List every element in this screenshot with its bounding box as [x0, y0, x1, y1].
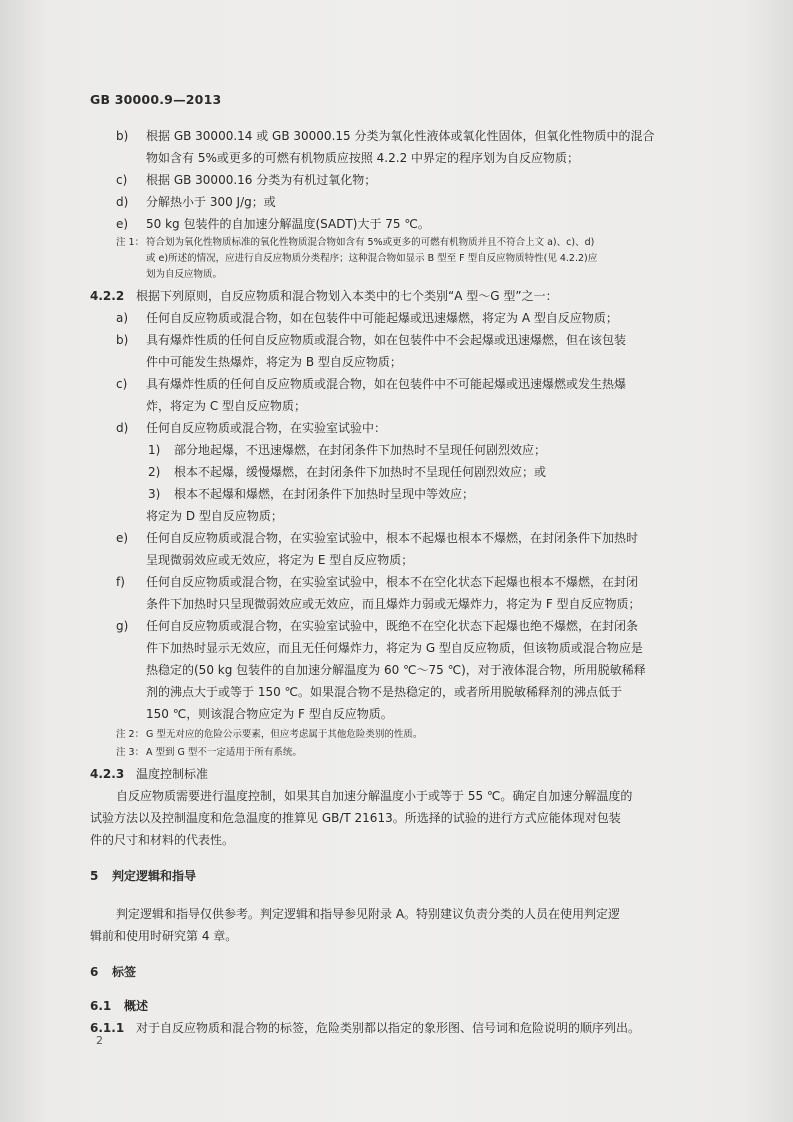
item-label: e) — [116, 217, 129, 231]
type-d-tail: 将定为 D 型自反应物质； — [146, 509, 283, 523]
subitem-label: 3) — [148, 487, 161, 501]
item-label: b) — [116, 333, 129, 347]
item-label: f) — [116, 575, 125, 589]
item-label: d) — [116, 421, 129, 435]
item-b-line-2: 物如含有 5%或更多的可燃有机物质应按照 4.2.2 中界定的程序划为自反应物质； — [146, 151, 580, 165]
type-c-line-1: 具有爆炸性质的任何自反应物质或混合物，如在包装件中不可能起爆或迅速爆燃或发生热爆 — [146, 377, 627, 391]
type-g-line-4: 剂的沸点大于或等于 150 ℃。如果混合物不是热稳定的，或者所用脱敏稀释剂的沸点低于 — [146, 685, 623, 699]
section-number: 5 — [90, 869, 99, 883]
s423-line-2: 试验方法以及控制温度和危急温度的推算见 GB/T 21613。所选择的试验的进行方式应能体现对包装 — [90, 811, 621, 825]
s423-line-3: 件的尺寸和材料的代表性。 — [90, 833, 235, 847]
type-f-line-2: 条件下加热时只呈现微弱效应或无效应，而且爆炸力弱或无爆炸力，将定为 F 型自反应物质； — [146, 597, 641, 611]
type-g-line-2: 件下加热时显示无效应，而且无任何爆炸力，将定为 G 型自反应物质，但该物质或混合物应是 — [146, 641, 643, 655]
type-f-line-1: 任何自反应物质或混合物，在实验室试验中，根本不在空化状态下起爆也根本不爆燃，在封闭 — [146, 575, 639, 589]
item-b-line-1: 根据 GB 30000.14 或 GB 30000.15 分类为氧化性液体或氧化性固体，但氧化性物质中的混合 — [146, 129, 655, 143]
section-6-1-title: 概述 — [124, 999, 149, 1013]
item-label: c) — [116, 377, 128, 391]
item-label: g) — [116, 619, 129, 633]
section-number: 6 — [90, 965, 99, 979]
type-b-line-2: 件中可能发生热爆炸，将定为 B 型自反应物质； — [146, 355, 402, 369]
section-4-2-2-text: 根据下列原则，自反应物质和混合物划入本类中的七个类别“A 型～G 型”之一： — [136, 289, 558, 303]
section-number: 6.1.1 — [90, 1021, 125, 1035]
section-4-2-3-title: 温度控制标准 — [136, 767, 209, 781]
s423-line-1: 自反应物质需要进行温度控制，如果其自加速分解温度小于或等于 55 ℃。确定自加速分解温度的 — [116, 789, 633, 803]
s5-line-1: 判定逻辑和指导仅供参考。判定逻辑和指导参见附录 A。特别建议负责分类的人员在使用判定逻 — [116, 907, 621, 921]
subitem-label: 1) — [148, 443, 161, 457]
item-label: d) — [116, 195, 129, 209]
note-label: 注 3： — [116, 747, 145, 758]
section-6-title: 标签 — [112, 965, 137, 979]
item-label: e) — [116, 531, 129, 545]
subitem-2-text: 根本不起爆，缓慢爆燃，在封闭条件下加热时不呈现任何剧烈效应；或 — [174, 465, 547, 479]
section-5-title: 判定逻辑和指导 — [112, 869, 197, 883]
note3-text: A 型到 G 型不一定适用于所有系统。 — [146, 747, 302, 758]
section-number: 4.2.3 — [90, 767, 125, 781]
note-label: 注 1： — [116, 237, 145, 248]
type-g-line-5: 150 ℃，则该混合物应定为 F 型自反应物质。 — [146, 707, 393, 721]
s5-line-2: 辑前和使用时研究第 4 章。 — [90, 929, 238, 943]
type-b-line-1: 具有爆炸性质的任何自反应物质或混合物，如在包装件中不会起爆或迅速爆燃，但在该包装 — [146, 333, 627, 347]
type-d-line: 任何自反应物质或混合物，在实验室试验中： — [146, 421, 387, 435]
type-g-line-1: 任何自反应物质或混合物，在实验室试验中，既绝不在空化状态下起爆也绝不爆燃，在封闭条 — [146, 619, 639, 633]
document-header: GB 30000.9—2013 — [90, 92, 222, 107]
item-d-line: 分解热小于 300 J/g；或 — [146, 195, 276, 209]
note1-line-1: 符合划为氧化性物质标准的氧化性物质混合物如含有 5%或更多的可燃有机物质并且不符合上文 a)、c)、d) — [146, 237, 595, 248]
type-e-line-1: 任何自反应物质或混合物，在实验室试验中，根本不起爆也根本不爆燃，在封闭条件下加热时 — [146, 531, 639, 545]
section-number: 4.2.2 — [90, 289, 125, 303]
item-label: a) — [116, 311, 129, 325]
subitem-label: 2) — [148, 465, 161, 479]
item-c-line: 根据 GB 30000.16 分类为有机过氧化物； — [146, 173, 377, 187]
type-e-line-2: 呈现微弱效应或无效应，将定为 E 型自反应物质； — [146, 553, 414, 567]
note1-line-2: 或 e)所述的情况，应进行自反应物质分类程序；这种混合物如显示 B 型至 F 型自反应物质特性(见 4.2.2)应 — [146, 253, 598, 264]
section-number: 6.1 — [90, 999, 112, 1013]
type-c-line-2: 炸，将定为 C 型自反应物质； — [146, 399, 307, 413]
subitem-1-text: 部分地起爆，不迅速爆燃，在封闭条件下加热时不呈现任何剧烈效应； — [174, 443, 547, 457]
section-6-1-1-text: 对于自反应物质和混合物的标签，危险类别都以指定的象形图、信号词和危险说明的顺序列出。 — [136, 1021, 641, 1035]
note1-line-3: 划为自反应物质。 — [146, 269, 223, 280]
type-a-line: 任何自反应物质或混合物，如在包装件中可能起爆或迅速爆燃，将定为 A 型自反应物质； — [146, 311, 618, 325]
note-label: 注 2： — [116, 729, 145, 740]
item-label: b) — [116, 129, 129, 143]
item-e-line: 50 kg 包装件的自加速分解温度(SADT)大于 75 ℃。 — [146, 217, 430, 231]
type-g-line-3: 热稳定的(50 kg 包装件的自加速分解温度为 60 ℃～75 ℃)，对于液体混合物，所用脱敏稀释 — [146, 663, 646, 677]
note2-text: G 型无对应的危险公示要素，但应考虑属于其他危险类别的性质。 — [146, 729, 423, 740]
subitem-3-text: 根本不起爆和爆燃，在封闭条件下加热时呈现中等效应； — [174, 487, 475, 501]
item-label: c) — [116, 173, 128, 187]
page-number: 2 — [96, 1034, 103, 1047]
